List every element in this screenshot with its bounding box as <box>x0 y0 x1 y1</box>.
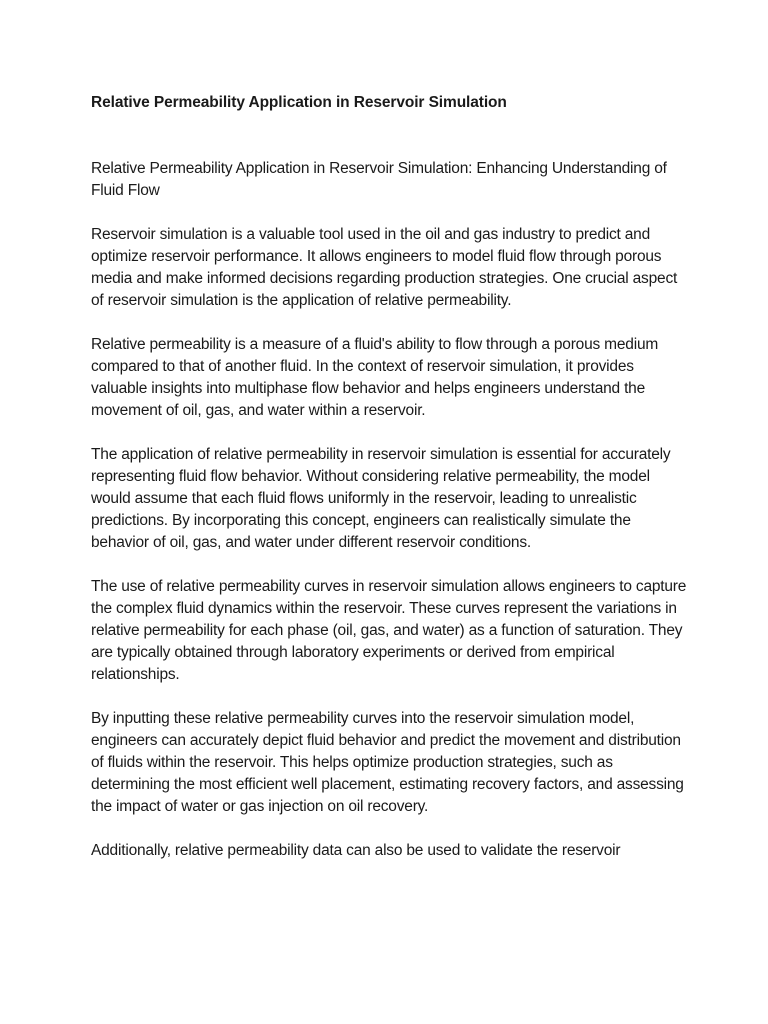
paragraph: Additionally, relative permeability data can also be used to validate the reservoir <box>91 842 621 859</box>
document-title: Relative Permeability Application in Reservoir Simulation <box>91 94 507 111</box>
paragraph: By inputting these relative permeability curves into the reservoir simulation model, engineers can accurately depict fluid behavior and predict the movement and distribution of fluids within the reservoir. This helps optimize production strategies, such as determining the most efficient well placement, estimating recovery factors, and assessing the impact of water or gas injection on oil recovery. <box>91 710 684 815</box>
paragraph: The use of relative permeability curves in reservoir simulation allows engineers to capture the complex fluid dynamics within the reservoir. These curves represent the variations in relative permeability for each phase (oil, gas, and water) as a function of saturation. They are typically obtained through laboratory experiments or derived from empirical relationships. <box>91 578 687 683</box>
paragraph: Relative permeability is a measure of a fluid's ability to flow through a porous medium compared to that of another fluid. In the context of reservoir simulation, it provides valuable insights into multiphase flow behavior and helps engineers understand the movement of oil, gas, and water within a reservoir. <box>91 336 659 419</box>
paragraph: Reservoir simulation is a valuable tool used in the oil and gas industry to predict and optimize reservoir performance. It allows engineers to model fluid flow through porous media and make informed decisions regarding production strategies. One crucial aspect of reservoir simulation is the application of relative permeability. <box>91 226 678 309</box>
document-subtitle: Relative Permeability Application in Reservoir Simulation: Enhancing Understanding of Fluid Flow <box>91 160 667 199</box>
document-page <box>91 92 691 862</box>
paragraph: The application of relative permeability in reservoir simulation is essential for accurately representing fluid flow behavior. Without considering relative permeability, the model would assume that each fluid flows uniformly in the reservoir, leading to unrealistic predictions. By incorporating this concept, engineers can realistically simulate the behavior of oil, gas, and water under different reservoir conditions. <box>91 446 671 551</box>
